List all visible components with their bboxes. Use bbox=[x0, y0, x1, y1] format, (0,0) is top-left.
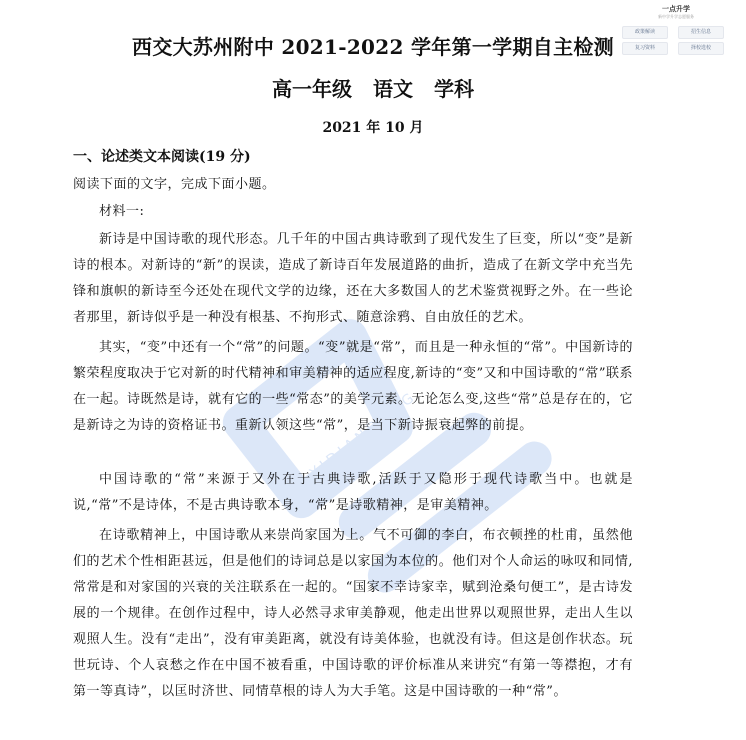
instruction-text: 阅读下面的文字，完成下面小题。 bbox=[73, 177, 276, 192]
grade-subject: 高一年级 语文 学科 bbox=[272, 77, 474, 101]
paragraph-4: 在诗歌精神上，中国诗歌从来崇尚家国为上。气不可御的李白，布衣顿挫的杜甫，虽然他们的艺术个性相距甚远，但是他们的诗词总是以家国为本位的。他们对个人命运的咏叹和同情,常常是和对家国的兴衰的关注联系在一起的。“国家不幸诗家幸，赋到沧桑句便工”，是古诗发展的一个规律。在创作过程中，诗人必然寻求审美静观，他走出世界以观照世界，走出人生以观照人生。没有“走出”，没有审美距离，就没有诗美体验，也就没有诗。但这是创作状态。玩世玩诗、个人哀愁之作在中国不被看重，中国诗歌的评价标准从来讲究“有第一等襟抱，才有第一等真诗”，以匡时济世、同情草根的诗人为大手笔。这是中国诗歌的一种“常”。 bbox=[73, 528, 633, 699]
exam-date: 2021 年 10 月 bbox=[322, 120, 424, 136]
admission-info-button[interactable]: 招生信息 bbox=[678, 26, 724, 39]
badge-subtitle: 新中学升学志愿服务 bbox=[658, 14, 694, 19]
paragraph-3: 中国诗歌的“常”来源于又外在于古典诗歌,活跃于又隐形于现代诗歌当中。也就是说,“常”不是诗体，不是古典诗歌本身，“常”是诗歌精神，是审美精神。 bbox=[73, 472, 633, 513]
section-heading: 一、论述类文本阅读(19 分) bbox=[73, 149, 251, 165]
school-select-button[interactable]: 择校选校 bbox=[678, 42, 724, 55]
watermark-text: YIDIANDONG bbox=[307, 388, 421, 482]
material-label: 材料一: bbox=[99, 204, 145, 219]
paragraph-2: 其实，“变”中还有一个“常”的问题。“变”就是“常”，而且是一种永恒的“常”。中国新诗的繁荣程度取决于它对新的时代精神和审美精神的适应程度,新诗的“变”又和中国诗歌的“常”联系在一起。诗既然是诗，就有它的一些“常态”的美学元素。无论怎么变,这些“常”总是存在的，它是新诗之为诗的资格证书。重新认领这些“常”，是当下新诗振衰起弊的前提。 bbox=[73, 340, 633, 433]
badge-title: 一点升学 bbox=[662, 5, 690, 13]
study-material-button[interactable]: 复习资料 bbox=[622, 42, 668, 55]
policy-button[interactable]: 政策解读 bbox=[622, 26, 668, 39]
exam-title: 西交大苏州附中 2021-2022 学年第一学期自主检测 bbox=[132, 35, 614, 59]
paragraph-1: 新诗是中国诗歌的现代形态。几千年的中国古典诗歌到了现代发生了巨变，所以“变”是新诗的根本。对新诗的“新”的误读，造成了新诗百年发展道路的曲折，造成了在新文学中充当先锋和旗帜的新诗至今还处在现代文学的边缘，还在大多数国人的艺术鉴赏视野之外。在一些论者那里，新诗似乎是一种没有根基、不拘形式、随意涂鸦、自由放任的艺术。 bbox=[73, 232, 633, 325]
